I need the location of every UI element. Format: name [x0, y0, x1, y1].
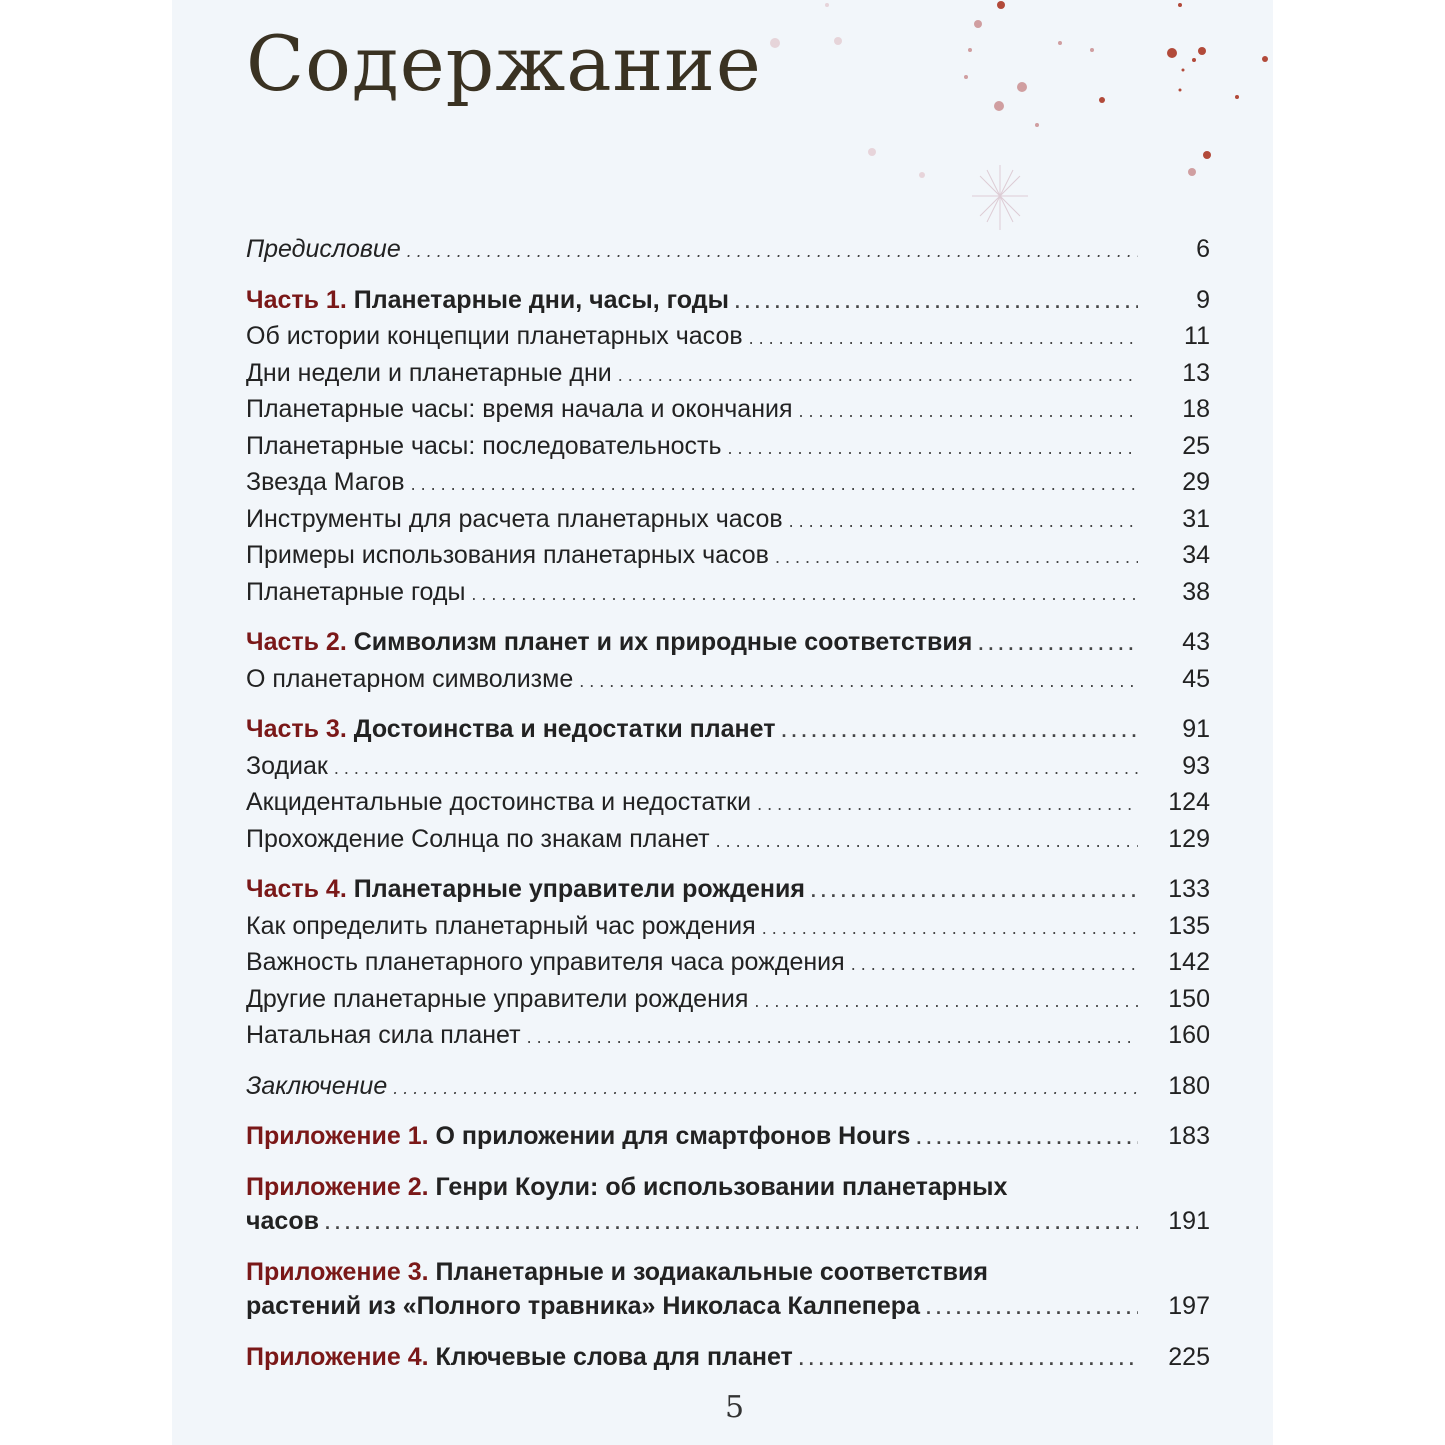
- appendix-label: Приложение 4.: [246, 1342, 429, 1371]
- dot-leader: [799, 394, 1139, 429]
- toc-entry-text: Как определить планетарный час рождения: [246, 911, 756, 940]
- appendix-title-line2: часов: [246, 1207, 319, 1235]
- toc-page-number: 180: [1168, 1071, 1210, 1100]
- toc-entry-text: Планетарные часы: последовательность: [246, 431, 722, 460]
- part-label: Часть 4.: [246, 875, 347, 903]
- appendix-title: Ключевые слова для планет: [435, 1342, 793, 1371]
- toc-page-number: 93: [1182, 751, 1210, 780]
- toc-appendix-1[interactable]: [246, 1119, 1210, 1156]
- toc-page-number: 197: [1168, 1292, 1210, 1320]
- toc-page-number: 25: [1182, 431, 1210, 460]
- appendix-title-line2: растений из «Полного травника» Николаса Калпепера: [246, 1292, 920, 1320]
- toc-entry[interactable]: [246, 822, 1210, 859]
- part-title: Планетарные дни, часы, годы: [353, 285, 729, 314]
- dot-leader: [735, 285, 1138, 320]
- toc-page-number: 124: [1168, 788, 1210, 816]
- dot-leader: [754, 984, 1138, 1019]
- part-title: Достоинства и недостатки планет: [353, 715, 776, 743]
- toc-entry[interactable]: [246, 575, 1210, 612]
- dot-leader: [334, 751, 1138, 786]
- toc-entry-text: Важность планетарного управителя часа рождения: [246, 948, 845, 976]
- toc-page-number: 11: [1184, 322, 1210, 350]
- toc-entry-text: Инструменты для расчета планетарных часов: [246, 504, 783, 533]
- toc-entry[interactable]: [246, 945, 1210, 982]
- toc-part-4[interactable]: [246, 872, 1210, 909]
- dot-leader: [579, 664, 1138, 699]
- appendix-label: Приложение 2.: [246, 1172, 429, 1201]
- toc-page-number: 31: [1182, 504, 1210, 533]
- appendix-label: Приложение 3.: [246, 1257, 429, 1286]
- toc-page-number: 225: [1168, 1342, 1210, 1371]
- toc-page-number: 6: [1196, 235, 1210, 263]
- toc-page-number: 43: [1182, 628, 1210, 656]
- toc-appendix-3[interactable]: [246, 1255, 1210, 1326]
- toc-entry-text: Звезда Магов: [246, 468, 405, 496]
- toc-part-3[interactable]: [246, 712, 1210, 749]
- dot-leader: [527, 1020, 1138, 1055]
- toc-entry-text: Акцидентальные достоинства и недостатки: [246, 788, 752, 816]
- toc-page-number: 183: [1168, 1122, 1210, 1150]
- table-of-contents: [246, 232, 1210, 1376]
- toc-entry-text: Заключение: [246, 1071, 388, 1100]
- toc-page-number: 91: [1182, 715, 1210, 743]
- toc-entry[interactable]: [246, 465, 1210, 502]
- dot-leader: [728, 431, 1138, 466]
- toc-page-number: 13: [1182, 358, 1210, 387]
- dot-leader: [716, 824, 1138, 859]
- part-label: Часть 2.: [246, 628, 347, 656]
- toc-entry[interactable]: [246, 1018, 1210, 1055]
- toc-page-number: 160: [1168, 1021, 1210, 1049]
- appendix-label: Приложение 1.: [246, 1122, 429, 1150]
- toc-entry-conclusion[interactable]: [246, 1069, 1210, 1106]
- toc-entry-text: Натальная сила планет: [246, 1021, 521, 1049]
- toc-page-number: 34: [1182, 541, 1210, 569]
- toc-part-2[interactable]: [246, 625, 1210, 662]
- appendix-title-line1: Генри Коули: об использовании планетарных: [435, 1172, 1008, 1201]
- toc-page-number: 191: [1168, 1207, 1210, 1235]
- toc-entry-text: Примеры использования планетарных часов: [246, 541, 769, 569]
- dot-leader: [325, 1206, 1138, 1241]
- toc-entry[interactable]: [246, 785, 1210, 822]
- toc-entry[interactable]: [246, 356, 1210, 393]
- toc-page-number: 129: [1168, 824, 1210, 853]
- dot-leader: [978, 627, 1138, 662]
- toc-entry[interactable]: [246, 502, 1210, 539]
- toc-entry-preface[interactable]: [246, 232, 1210, 269]
- dot-leader: [926, 1291, 1138, 1326]
- appendix-title-line1: Планетарные и зодиакальные соответствия: [435, 1257, 988, 1286]
- part-title: Планетарные управители рождения: [353, 875, 805, 903]
- toc-entry-text: Планетарные годы: [246, 577, 466, 606]
- toc-page-number: 29: [1182, 468, 1210, 496]
- toc-entry[interactable]: [246, 538, 1210, 575]
- toc-page-number: 38: [1182, 577, 1210, 606]
- toc-page-number: 150: [1168, 984, 1210, 1013]
- dot-leader: [811, 874, 1138, 909]
- book-page: [172, 0, 1273, 1445]
- toc-entry[interactable]: [246, 749, 1210, 786]
- toc-entry[interactable]: [246, 429, 1210, 466]
- page-title: Содержание: [246, 19, 762, 108]
- dot-leader: [781, 714, 1138, 749]
- toc-entry-text: О планетарном символизме: [246, 664, 574, 693]
- dot-leader: [411, 467, 1138, 502]
- toc-entry[interactable]: [246, 392, 1210, 429]
- toc-page-number: 142: [1168, 948, 1210, 976]
- part-title: Символизм планет и их природные соответствия: [353, 628, 973, 656]
- dot-leader: [775, 540, 1138, 575]
- dot-leader: [407, 234, 1138, 269]
- dot-leader: [762, 911, 1138, 946]
- toc-page-number: 18: [1182, 395, 1210, 423]
- dot-leader: [618, 358, 1138, 393]
- toc-page-number: 45: [1182, 664, 1210, 693]
- dot-leader: [749, 321, 1138, 356]
- toc-page-number: 9: [1196, 285, 1210, 314]
- toc-entry-text: Планетарные часы: время начала и окончания: [246, 395, 793, 423]
- toc-appendix-4[interactable]: [246, 1340, 1210, 1377]
- toc-entry[interactable]: [246, 662, 1210, 699]
- part-label: Часть 1.: [246, 285, 347, 314]
- dot-leader: [393, 1071, 1138, 1106]
- toc-entry[interactable]: [246, 909, 1210, 946]
- dot-leader: [757, 787, 1138, 822]
- toc-page-number: 133: [1168, 875, 1210, 903]
- toc-page-number: 135: [1168, 911, 1210, 940]
- dot-leader: [471, 577, 1138, 612]
- page-number: 5: [725, 1390, 745, 1425]
- part-label: Часть 3.: [246, 715, 347, 743]
- toc-entry-text: Предисловие: [246, 235, 401, 263]
- toc-entry[interactable]: [246, 982, 1210, 1019]
- toc-entry-text: Другие планетарные управители рождения: [246, 984, 749, 1013]
- dot-leader: [789, 504, 1138, 539]
- toc-part-1[interactable]: [246, 283, 1210, 320]
- dot-leader: [916, 1121, 1138, 1156]
- dot-leader: [851, 947, 1138, 982]
- toc-entry-text: Зодиак: [246, 751, 328, 780]
- toc-entry[interactable]: [246, 319, 1210, 356]
- appendix-title: О приложении для смартфонов Hours: [435, 1122, 911, 1150]
- dot-leader: [799, 1342, 1138, 1377]
- toc-entry-text: Об истории концепции планетарных часов: [246, 322, 743, 350]
- toc-entry-text: Прохождение Солнца по знакам планет: [246, 824, 710, 853]
- toc-entry-text: Дни недели и планетарные дни: [246, 358, 612, 387]
- toc-appendix-2[interactable]: [246, 1170, 1210, 1241]
